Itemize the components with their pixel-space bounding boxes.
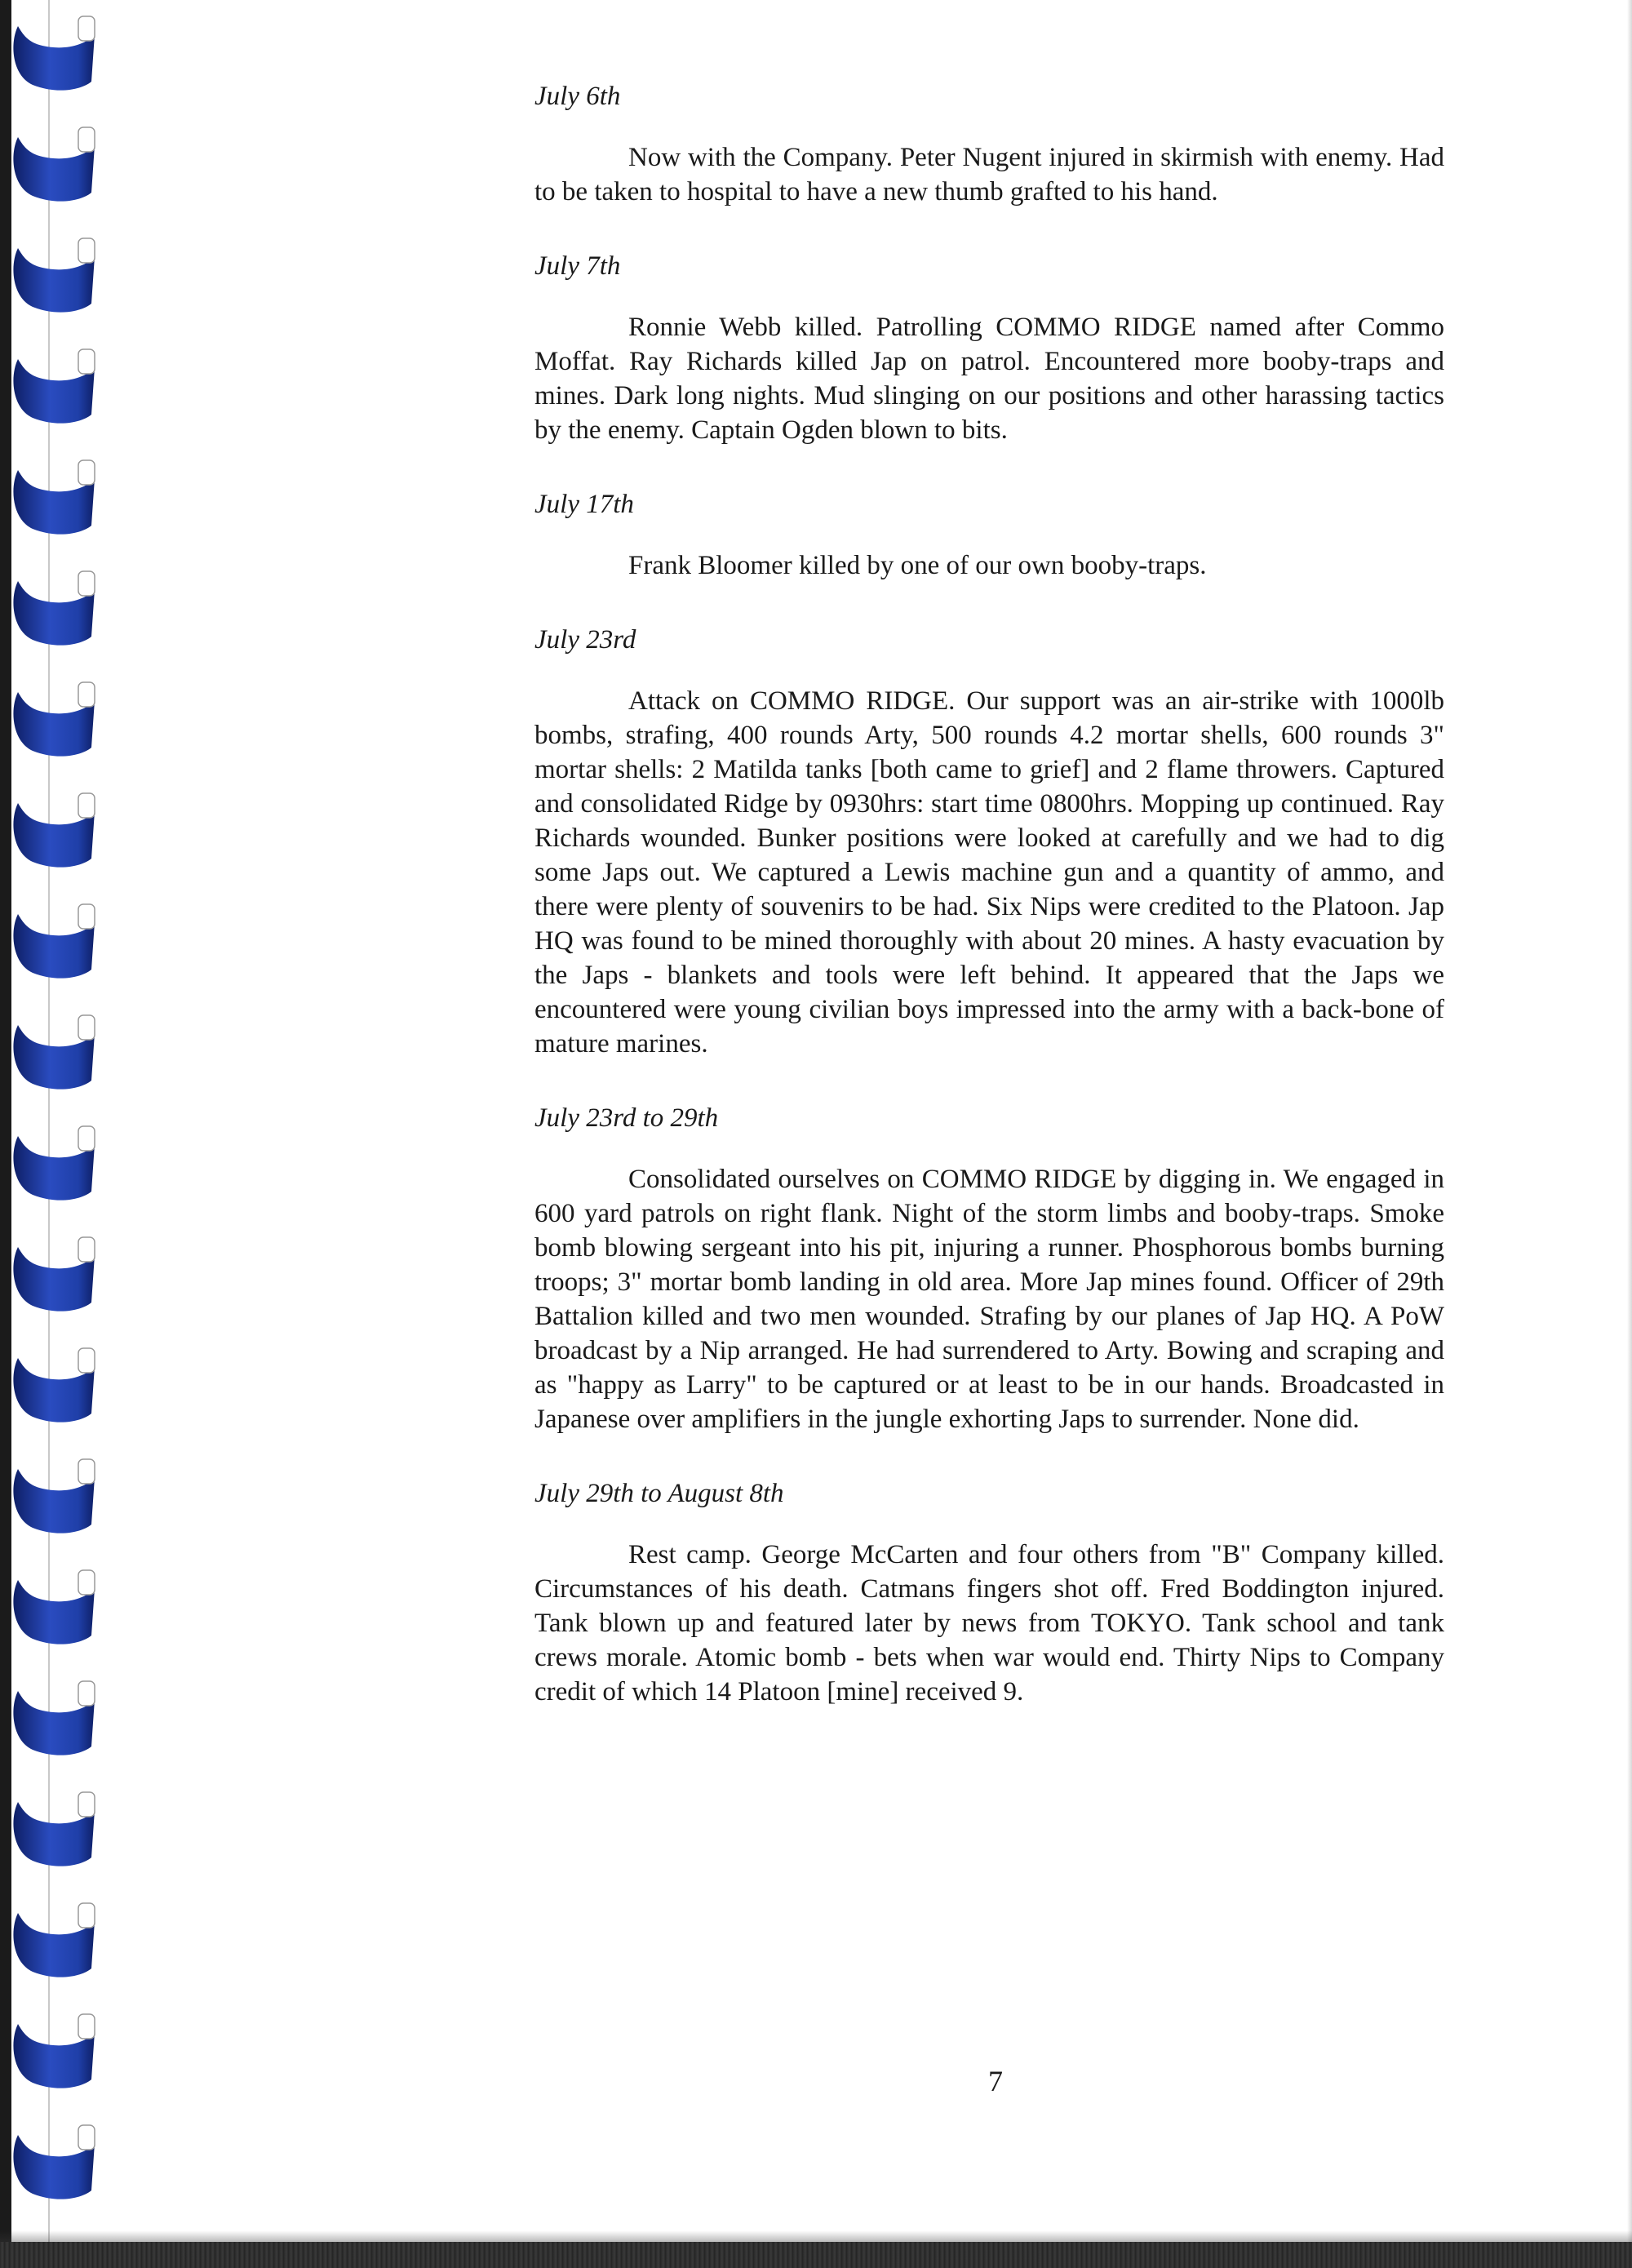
binding-hole (78, 1015, 95, 1040)
page-number: 7 (988, 2065, 1003, 2097)
binding-hole (78, 127, 95, 152)
binding-hole (78, 460, 95, 485)
diary-entry (534, 250, 1444, 447)
binding-hole (78, 682, 95, 707)
entry-text: Rest camp. George McCarten and four others from "B" Company killed. Circumstances of his death. Catmans fingers shot off. Fred Boddington injured. Tank blown up and featured later by news from TOKYO. Tank school and tank crews morale. Atomic bomb - bets when war would end. Thirty Nips to Company credit of which 14 Platoon [mine] received 9. (534, 1540, 1444, 1707)
diary-entry (534, 1102, 1444, 1436)
binding-hole (78, 793, 95, 818)
diary-entry (534, 80, 1444, 209)
spiral-binding (0, 0, 102, 2268)
binding-hole (78, 1792, 95, 1817)
binding-hole (78, 2125, 95, 2150)
entry-date: July 17th (534, 490, 634, 519)
diary-entry (534, 624, 1444, 1061)
entry-text: Now with the Company. Peter Nugent injured in skirmish with enemy. Had to be taken to hospital to have a new thumb grafted to his hand. (534, 143, 1444, 206)
entry-date: July 7th (534, 251, 621, 281)
diary-entry (534, 1477, 1444, 1709)
entry-date: July 29th to August 8th (534, 1479, 784, 1508)
binding-hole (78, 1570, 95, 1595)
binding-hole (78, 2014, 95, 2039)
binding-hole (78, 1348, 95, 1373)
binding-hole (78, 1459, 95, 1484)
entry-text: Ronnie Webb killed. Patrolling COMMO RIDGE named after Commo Moffat. Ray Richards killed Jap on patrol. Encountered more booby-traps and mines. Dark long nights. Mud slinging on our positions and other harassing tactics by the enemy. Captain Ogden blown to bits. (534, 313, 1444, 445)
binding-hole (78, 571, 95, 596)
diary-entry (534, 488, 1444, 583)
page-edge-shadow (1627, 0, 1632, 2268)
binding-hole (78, 1681, 95, 1706)
entry-date: July 23rd (534, 625, 636, 655)
diary-content (534, 80, 1444, 1750)
entry-text: Frank Bloomer killed by one of our own booby-traps. (628, 551, 1207, 580)
entry-text: Consolidated ourselves on COMMO RIDGE by digging in. We engaged in 600 yard patrols on right flank. Night of the storm limbs and booby-traps. Smoke bomb blowing sergeant into his pit, injuring a runner. Phosphorous bombs burning troops; 3" mortar bomb landing in old area. More Jap mines found. Officer of 29th Battalion killed and two men wounded. Strafing by our planes of Jap HQ. A PoW broadcast by a Nip arranged. He had surrendered to Arty. Bowing and scraping and as "happy as Larry" to be captured or at least to be in our hands. Broadcasted in Japanese over amplifiers in the jungle exhorting Japs to surrender. None did. (534, 1165, 1444, 1434)
binding-hole (78, 16, 95, 41)
binding-hole (78, 1237, 95, 1262)
bottom-dark-strip (0, 2242, 1632, 2268)
entry-date: July 6th (534, 82, 621, 111)
binding-hole (78, 349, 95, 374)
binding-hole (78, 904, 95, 929)
binding-hole (78, 238, 95, 263)
binding-hole (78, 1126, 95, 1151)
bottom-shadow (0, 2230, 1632, 2242)
entry-date: July 23rd to 29th (534, 1103, 719, 1133)
binding-hole (78, 1903, 95, 1928)
entry-text: Attack on COMMO RIDGE. Our support was an air-strike with 1000lb bombs, strafing, 400 rounds Arty, 500 rounds 4.2 mortar shells, 600 rounds 3" mortar shells: 2 Matilda tanks [both came to grief] and 2 flame throwers. Captured and consolidated Ridge by 0930hrs: start time 0800hrs. Mopping up continued. Ray Richards wounded. Bunker positions were looked at carefully and we had to dig some Japs out. We captured a Lewis machine gun and a quantity of ammo, and there were plenty of souvenirs to be had. Six Nips were credited to the Platoon. Jap HQ was found to be mined thoroughly with about 20 mines. A hasty evacuation by the Japs - blankets and tools were left behind. It appeared that the Japs we encountered were young civilian boys impressed into the army with a back-bone of mature marines. (534, 686, 1444, 1059)
